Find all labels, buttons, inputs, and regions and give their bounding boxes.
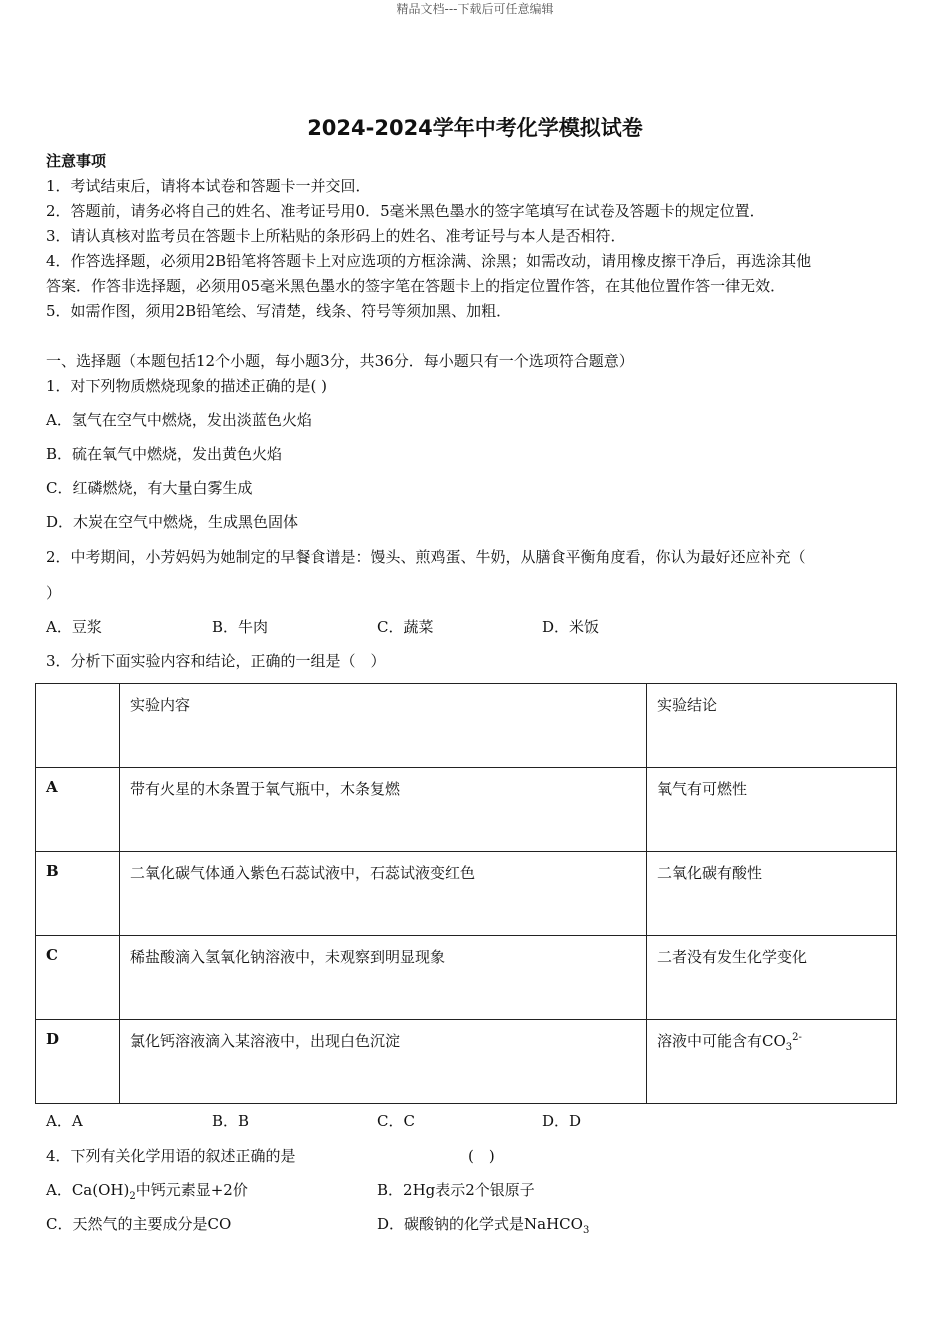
question-1-stem: 1．对下列物质燃烧现象的描述正确的是( ) <box>46 377 328 395</box>
page-title: 2024-2024学年中考化学模拟试卷 <box>307 116 643 140</box>
section-heading: 一、选择题（本题包括12个小题，每小题3分，共36分．每小题只有一个选项符合题意） <box>46 352 634 370</box>
table-row <box>36 936 897 1020</box>
header-note: 精品文档---下载后可任意编辑 <box>396 2 554 16</box>
table-header-row <box>36 684 897 768</box>
q3-option-b: B．B <box>212 1112 250 1130</box>
table-cell: 二氧化碳气体通入紫色石蕊试液中，石蕊试液变红色 <box>120 852 647 936</box>
question-4-paren: ( ) <box>468 1147 495 1165</box>
q1-option-b: B．硫在氧气中燃烧，发出黄色火焰 <box>46 445 283 463</box>
table-header-cell: 实验内容 <box>120 684 647 768</box>
table-cell: D <box>36 1020 120 1104</box>
q4-option-d <box>377 1213 589 1242</box>
formula-subscript: 2 <box>129 1191 136 1202</box>
q4-option-a-text: A．Ca(OH) <box>46 1181 130 1199</box>
question-3-stem: 3．分析下面实验内容和结论，正确的一组是（ ） <box>46 652 386 670</box>
experiment-table <box>35 683 897 1104</box>
q2-option-a: A．豆浆 <box>46 618 102 636</box>
table-cell: 稀盐酸滴入氢氧化钠溶液中，未观察到明显现象 <box>120 936 647 1020</box>
q1-option-a: A．氢气在空气中燃烧，发出淡蓝色火焰 <box>46 411 312 429</box>
notice-item: 答案．作答非选择题，必须用05毫米黑色墨水的签字笔在答题卡上的指定位置作答，在其他位置作答一律无效． <box>46 277 786 295</box>
table-header-cell: 实验结论 <box>647 684 897 768</box>
table-cell: C <box>36 936 120 1020</box>
question-2-stem-end: ） <box>46 584 62 602</box>
q4-option-b: B．2Hg表示2个银原子 <box>377 1181 535 1199</box>
formula-subscript: 3 <box>582 1225 590 1236</box>
notice-item: 4．作答选择题，必须用2B铅笔将答题卡上对应选项的方框涂满、涂黑；如需改动，请用橡皮擦干净后，再选涂其他 <box>46 252 812 270</box>
table-cell: 二氧化碳有酸性 <box>647 852 897 936</box>
table-row <box>36 768 897 852</box>
formula-subscript: 3 <box>785 1042 793 1053</box>
table-cell: B <box>36 852 120 936</box>
question-2-stem: 2．中考期间，小芳妈妈为她制定的早餐食谱是：馒头、煎鸡蛋、牛奶，从膳食平衡角度看，你认为最好还应补充（ <box>46 548 806 566</box>
notice-heading: 注意事项 <box>46 152 107 170</box>
notice-item: 5．如需作图，须用2B铅笔绘、写清楚，线条、符号等须加黑、加粗． <box>46 302 512 320</box>
q1-option-c: C．红磷燃烧，有大量白雾生成 <box>46 479 253 497</box>
q3-option-d: D．D <box>542 1112 582 1130</box>
table-cell: 二者没有发生化学变化 <box>647 936 897 1020</box>
q3-option-c: C．C <box>377 1112 415 1130</box>
q2-option-d: D．米饭 <box>542 618 600 636</box>
notice-item: 1．考试结束后，请将本试卷和答题卡一并交回． <box>46 177 371 195</box>
q4-option-d-text: D．碳酸钠的化学式是NaHCO <box>377 1215 583 1233</box>
q1-option-d: D．木炭在空气中燃烧，生成黑色固体 <box>46 513 299 531</box>
table-cell: 氧气有可燃性 <box>647 768 897 852</box>
table-cell: 氯化钙溶液滴入某溶液中，出现白色沉淀 <box>120 1020 647 1104</box>
question-4-stem: 4．下列有关化学用语的叙述正确的是 <box>46 1147 296 1165</box>
q4-option-a <box>46 1179 248 1208</box>
formula-text: 溶液中可能含有CO <box>657 1032 786 1050</box>
q4-option-a-tail: 中钙元素显+2价 <box>135 1181 248 1199</box>
table-row <box>36 1020 897 1104</box>
q2-option-b: B．牛肉 <box>212 618 269 636</box>
table-header-cell <box>36 684 120 768</box>
q3-option-a: A．A <box>46 1112 83 1130</box>
q4-option-c: C．天然气的主要成分是CO <box>46 1215 232 1233</box>
table-cell: A <box>36 768 120 852</box>
table-cell <box>647 1020 897 1104</box>
q2-option-c: C．蔬菜 <box>377 618 434 636</box>
formula-superscript: 2- <box>792 1032 802 1043</box>
notice-item: 3．请认真核对监考员在答题卡上所粘贴的条形码上的姓名、准考证号与本人是否相符． <box>46 227 626 245</box>
table-row <box>36 852 897 936</box>
table-cell: 带有火星的木条置于氧气瓶中，木条复燃 <box>120 768 647 852</box>
notice-item: 2．答题前，请务必将自己的姓名、准考证号用0．5毫米黑色墨水的签字笔填写在试卷及答题卡的规定位置． <box>46 202 765 220</box>
